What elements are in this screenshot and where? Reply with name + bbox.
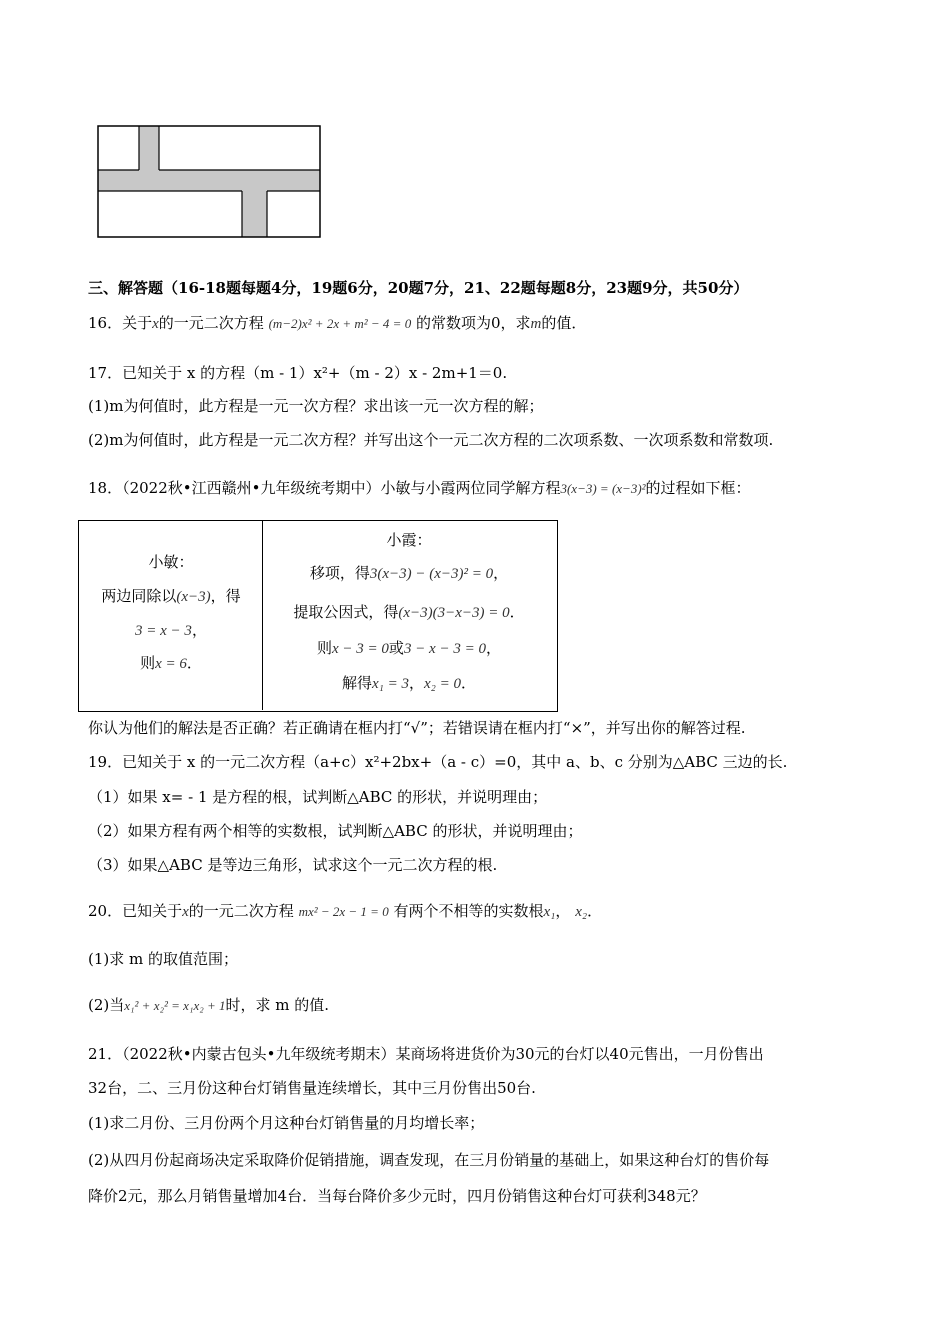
question-21-part1: (1)求二月份、三月份两个月这种台灯销售量的月均增长率； [88,1114,485,1132]
question-17-part1: (1)m为何值时，此方程是一元一次方程？求出该一元一次方程的解； [88,397,544,415]
section-title: 三、解答题（16-18题每题4分，19题6分，20题7分，21、22题每题8分，23题9分，共50分） [88,279,749,297]
question-21-line2: 32台，二、三月份这种台灯销售量连续增长，其中三月份售出50台. [88,1079,536,1097]
table-divider [262,520,263,710]
question-19-part2: （2）如果方程有两个相等的实数根，试判断△ABC 的形状，并说明理由； [88,822,583,840]
question-18-tail: 你认为他们的解法是否正确？若正确请在框内打“√”；若错误请在框内打“×”，并写出你的解答过程. [88,719,746,737]
question-17-part2: (2)m为何值时，此方程是一元二次方程？并写出这个一元二次方程的二次项系数、一次项系数和常数项. [88,431,774,449]
question-19-part1: （1）如果 x= - 1 是方程的根，试判断△ABC 的形状，并说明理由； [88,788,548,806]
question-19-part3: （3）如果△ABC 是等边三角形，试求这个一元二次方程的根. [88,856,498,874]
question-18-stem: 18．（2022秋•江西赣州•九年级统考期中）小敏与小霞两位同学解方程3(x−3) = (x−3)²的过程如下框： [88,479,751,497]
question-20-part2: (2)当x₁² + x₂² = x₁x₂ + 1时，求 m 的值. [88,996,330,1014]
question-21-part2a: (2)从四月份起商场决定采取降价促销措施，调查发现，在三月份销量的基础上，如果这种台灯的售价每 [88,1151,770,1169]
road-figure [96,124,324,240]
question-21-part2b: 降价2元，那么月销售量增加4台．当每台降价多少元时，四月份销售这种台灯可获利348元？ [88,1187,706,1205]
question-20-part1: (1)求 m 的取值范围； [88,950,239,968]
question-16: 16．关于x的一元二次方程 (m−2)x² + 2x + m² − 4 = 0 的常数项为0，求m的值． [88,314,587,332]
question-21-line1: 21．（2022秋•内蒙古包头•九年级统考期末）某商场将进货价为30元的台灯以40元售出，一月份售出 [88,1045,764,1063]
question-17-stem: 17．已知关于 x 的方程（m - 1）x²+（m - 2）x - 2m+1＝0. [88,364,508,382]
question-19-stem: 19．已知关于 x 的一元二次方程（a+c）x²+2bx+（a - c）=0，其中 a、b、c 分别为△ABC 三边的长. [88,753,788,771]
question-20-stem: 20．已知关于x的一元二次方程 mx² − 2x − 1 = 0 有两个不相等的实数根x₁， x₂． [88,902,603,920]
